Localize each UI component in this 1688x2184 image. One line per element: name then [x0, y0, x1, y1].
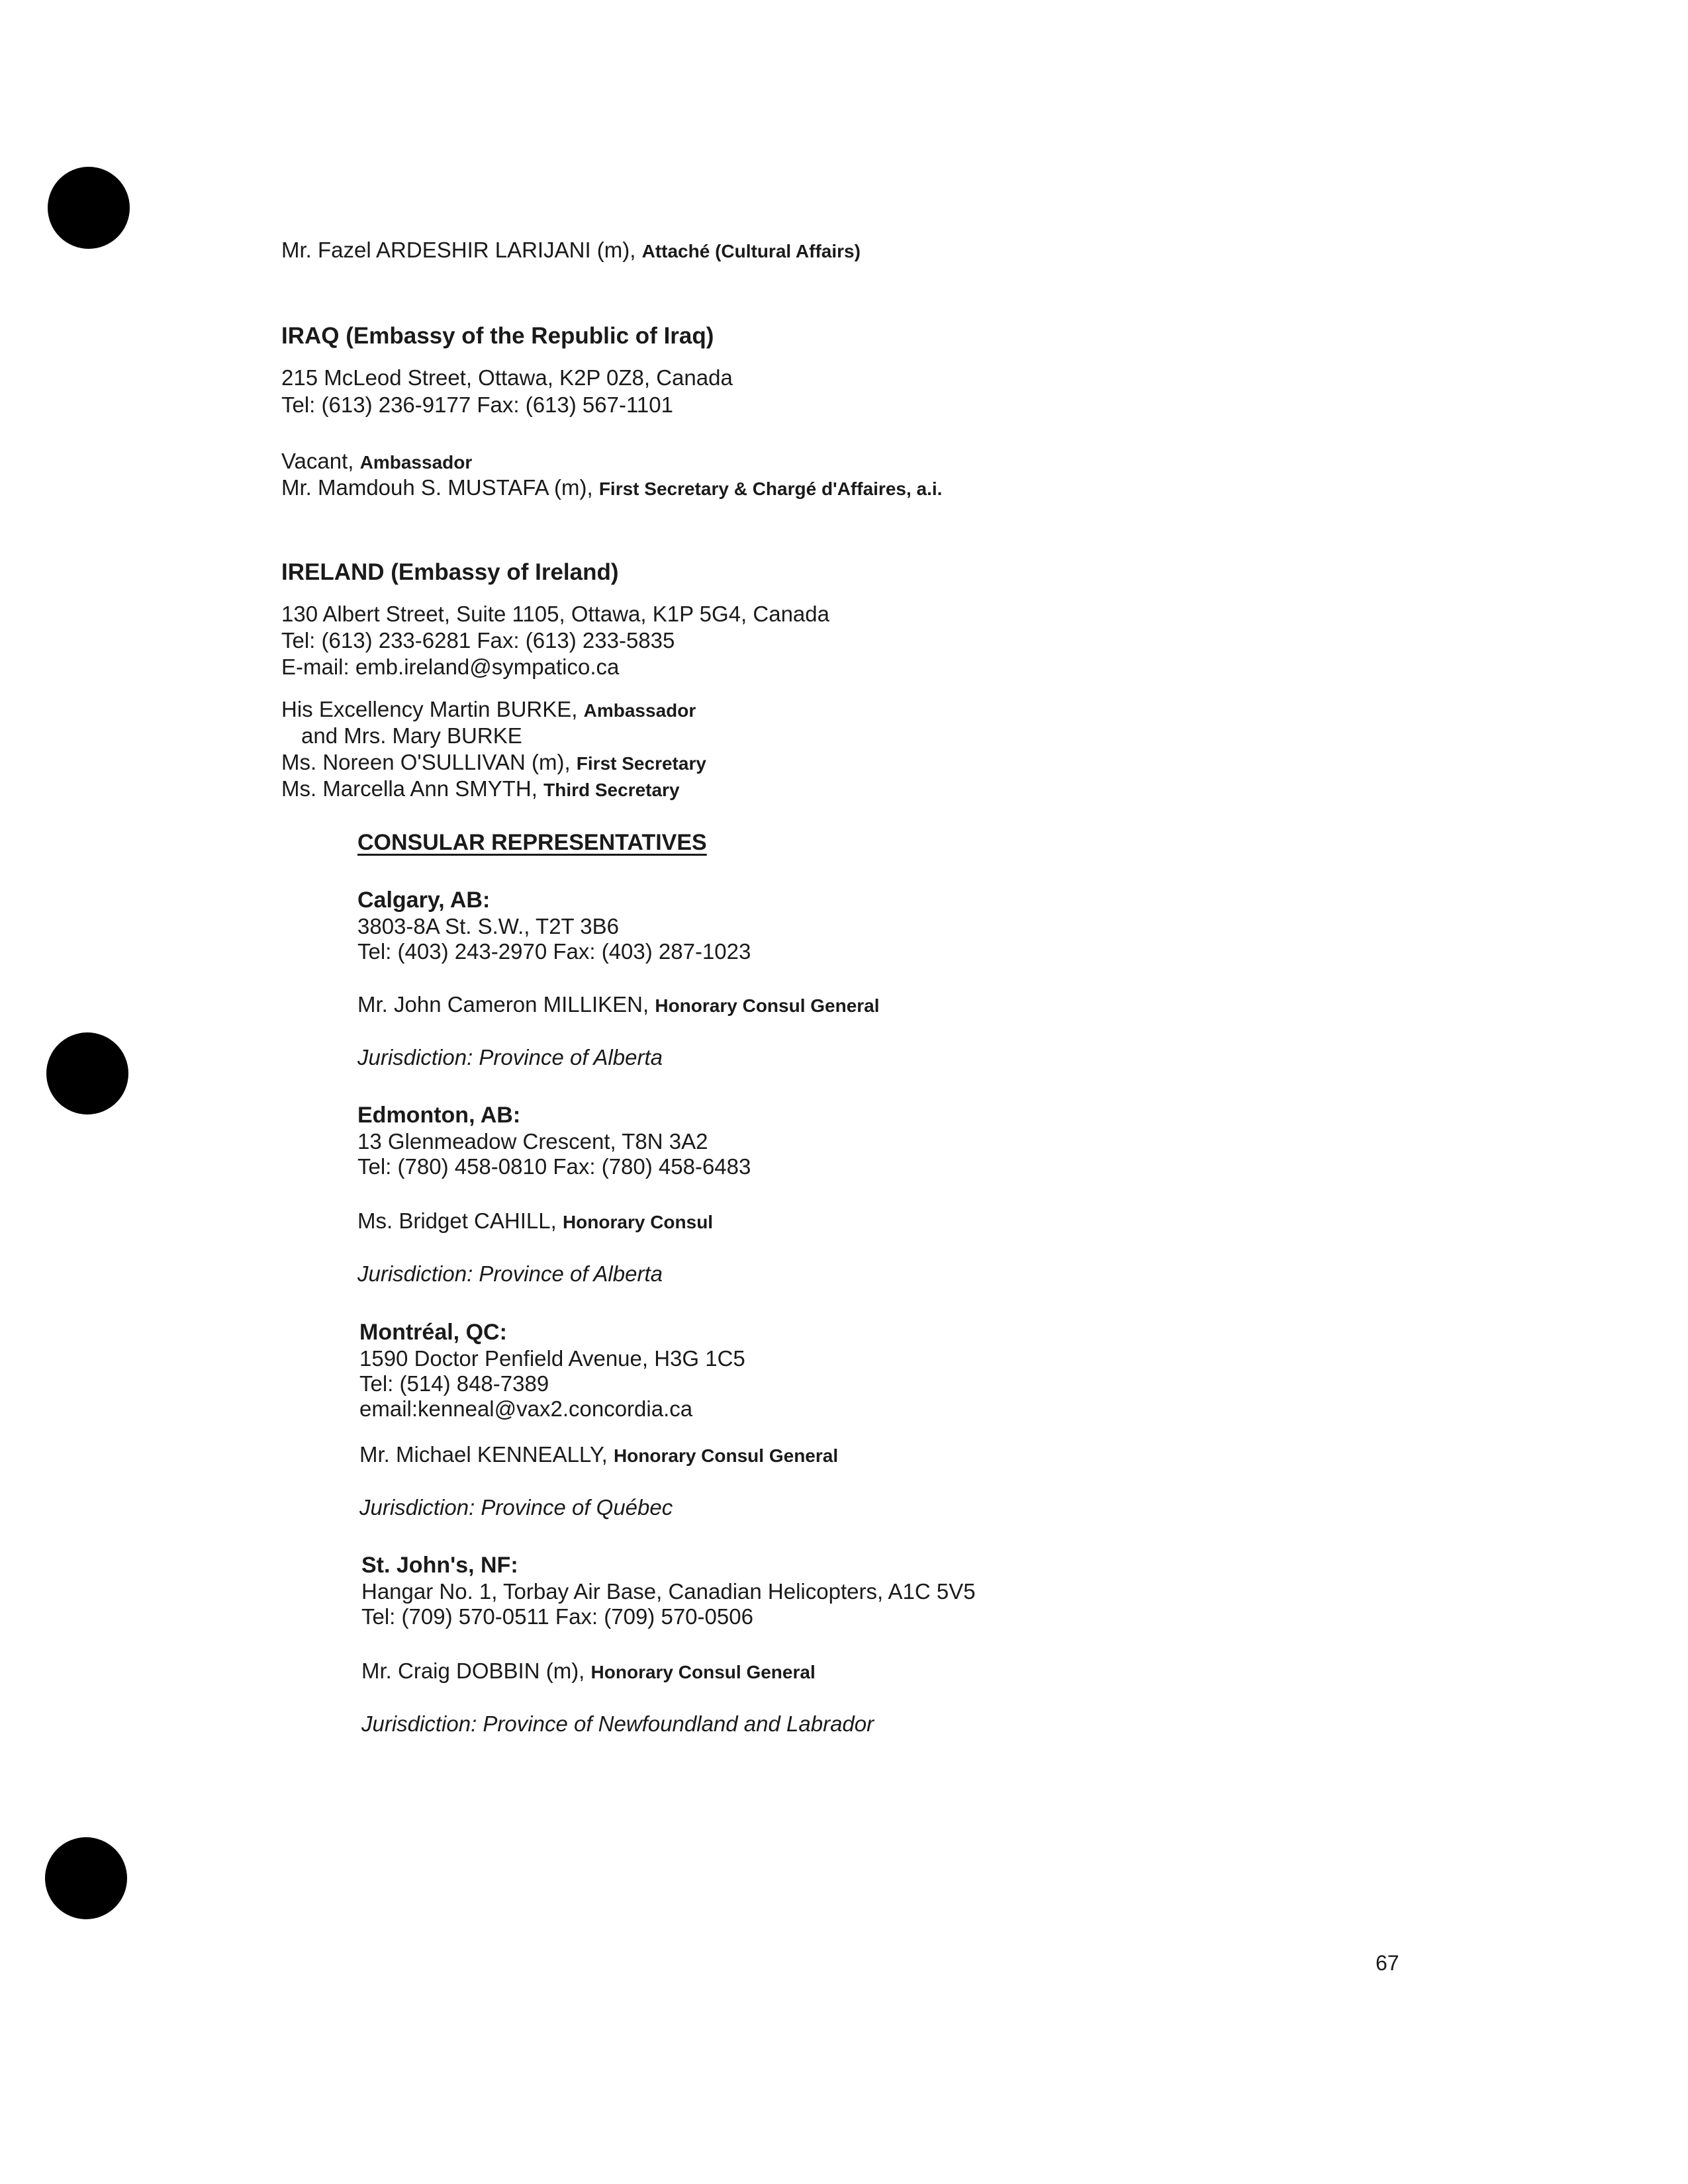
- ireland-staff-third-secretary: [281, 776, 680, 803]
- consular-heading: CONSULAR REPRESENTATIVES: [357, 830, 707, 855]
- staff-name: Ms. Bridget CAHILL,: [357, 1208, 557, 1233]
- staff-title: Honorary Consul: [562, 1212, 714, 1232]
- staff-title: Honorary Consul General: [655, 995, 880, 1016]
- staff-title: Ambassador: [583, 700, 696, 721]
- iran-attache-line: [281, 237, 861, 265]
- staff-name: Mr. Michael KENNEALLY,: [359, 1442, 608, 1467]
- consulate-person: [359, 1441, 838, 1469]
- consulate-address: 3803-8A St. S.W., T2T 3B6: [357, 914, 620, 938]
- consulate-phone: Tel: (709) 570-0511 Fax: (709) 570-0506: [361, 1604, 753, 1629]
- consulate-city-calgary: Calgary, AB:: [357, 887, 491, 913]
- consulate-address: 1590 Doctor Penfield Avenue, H3G 1C5: [359, 1346, 745, 1371]
- consulate-email: email:kenneal@vax2.concordia.ca: [359, 1396, 693, 1421]
- ireland-staff-ambassador: [281, 696, 696, 724]
- staff-title: Attaché (Cultural Affairs): [641, 241, 861, 261]
- consulate-jurisdiction: Jurisdiction: Province of Alberta: [357, 1261, 663, 1286]
- page-number: 67: [1376, 1951, 1399, 1975]
- staff-title: First Secretary: [576, 753, 706, 774]
- consulate-address: Hangar No. 1, Torbay Air Base, Canadian Helicopters, A1C 5V5: [361, 1579, 976, 1604]
- consulate-phone: Tel: (780) 458-0810 Fax: (780) 458-6483: [357, 1154, 751, 1179]
- consulate-person: [361, 1658, 816, 1686]
- staff-name: and Mrs. Mary BURKE: [301, 723, 522, 748]
- staff-name: Mr. John Cameron MILLIKEN,: [357, 992, 649, 1017]
- staff-name: Vacant,: [281, 449, 354, 473]
- ireland-phone: Tel: (613) 233-6281 Fax: (613) 233-5835: [281, 628, 675, 653]
- staff-name: Ms. Marcella Ann SMYTH,: [281, 776, 538, 801]
- ireland-staff-spouse: [301, 723, 522, 749]
- iraq-phone: Tel: (613) 236-9177 Fax: (613) 567-1101: [281, 392, 673, 417]
- iraq-staff-charge: [281, 475, 942, 502]
- consulate-phone: Tel: (514) 848-7389: [359, 1371, 549, 1396]
- iraq-staff-ambassador: [281, 448, 472, 476]
- consulate-person: [357, 1208, 713, 1236]
- ireland-heading: IRELAND (Embassy of Ireland): [281, 559, 619, 585]
- iraq-address: 215 McLeod Street, Ottawa, K2P 0Z8, Canada: [281, 365, 733, 390]
- consulate-jurisdiction: Jurisdiction: Province of Alberta: [357, 1045, 663, 1069]
- consulate-address: 13 Glenmeadow Crescent, T8N 3A2: [357, 1129, 708, 1154]
- iraq-heading: IRAQ (Embassy of the Republic of Iraq): [281, 323, 714, 349]
- binder-hole-middle: [46, 1032, 128, 1115]
- staff-name: His Excellency Martin BURKE,: [281, 697, 578, 721]
- ireland-address: 130 Albert Street, Suite 1105, Ottawa, K1P 5G4, Canada: [281, 602, 829, 626]
- staff-title: Honorary Consul General: [613, 1445, 839, 1466]
- staff-name: Mr. Mamdouh S. MUSTAFA (m),: [281, 475, 593, 500]
- binder-hole-top: [48, 167, 130, 249]
- staff-name: Ms. Noreen O'SULLIVAN (m),: [281, 750, 571, 774]
- consulate-city-st-johns: St. John's, NF:: [361, 1553, 518, 1578]
- staff-name: Mr. Fazel ARDESHIR LARIJANI (m),: [281, 238, 636, 262]
- binder-hole-bottom: [45, 1837, 127, 1919]
- ireland-staff-first-secretary: [281, 749, 706, 777]
- staff-title: Third Secretary: [543, 780, 680, 800]
- staff-title: Ambassador: [359, 452, 473, 473]
- staff-title: Honorary Consul General: [590, 1662, 816, 1682]
- staff-name: Mr. Craig DOBBIN (m),: [361, 1659, 585, 1683]
- consulate-person: [357, 991, 880, 1019]
- consulate-jurisdiction: Jurisdiction: Province of Québec: [359, 1495, 673, 1520]
- consulate-city-montreal: Montréal, QC:: [359, 1320, 507, 1345]
- ireland-email: E-mail: emb.ireland@sympatico.ca: [281, 655, 620, 679]
- consulate-phone: Tel: (403) 243-2970 Fax: (403) 287-1023: [357, 939, 751, 964]
- consulate-jurisdiction: Jurisdiction: Province of Newfoundland and Labrador: [361, 1711, 874, 1736]
- staff-title: First Secretary & Chargé d'Affaires, a.i.: [598, 478, 943, 499]
- consulate-city-edmonton: Edmonton, AB:: [357, 1103, 521, 1128]
